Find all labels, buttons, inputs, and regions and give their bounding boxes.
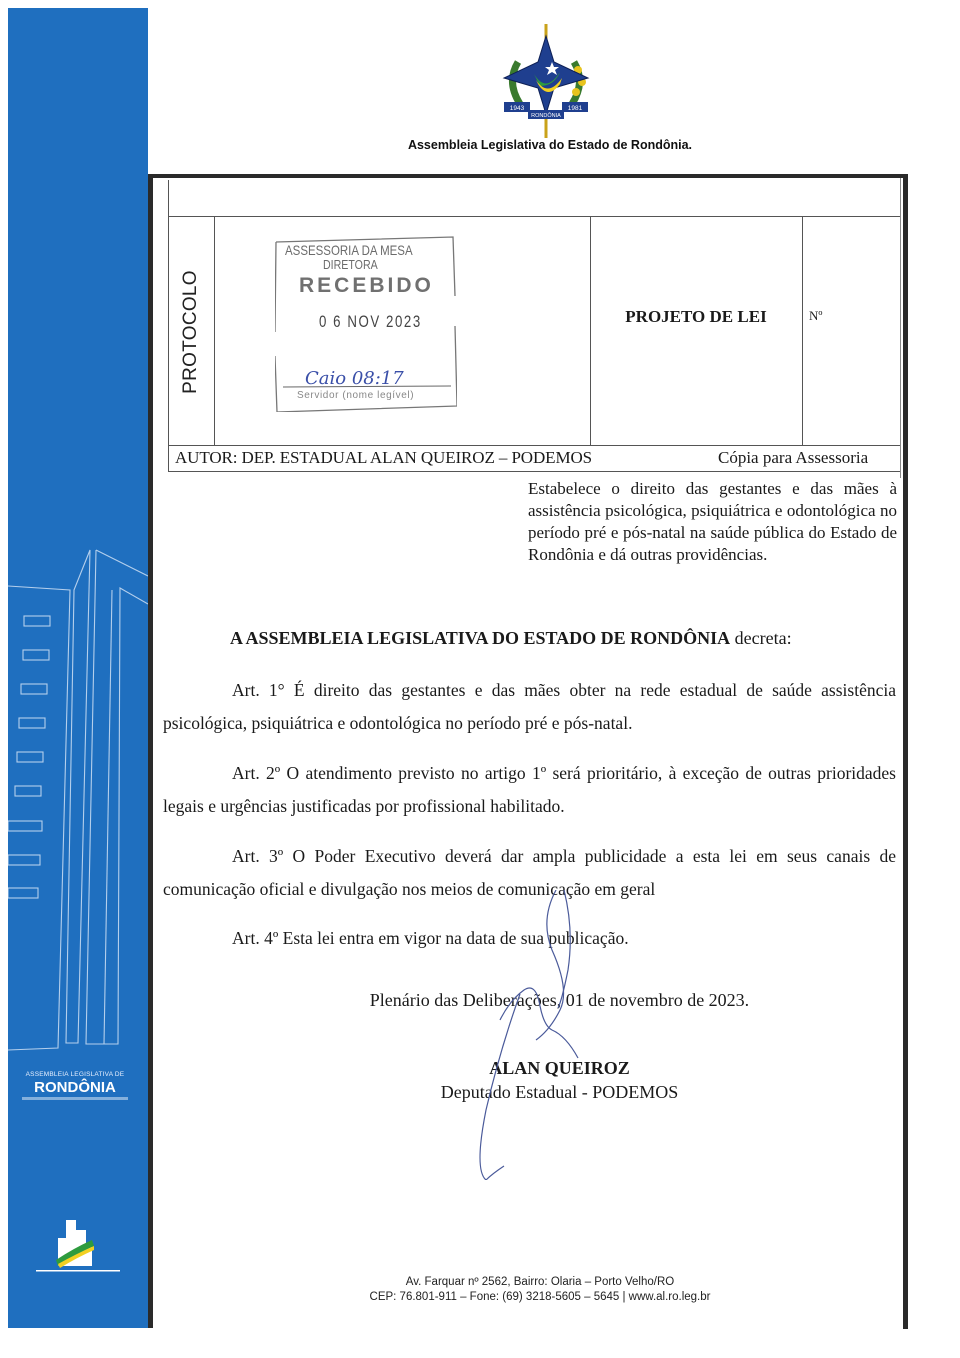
footer-address: Av. Farquar nº 2562, Bairro: Olaria – Porto Velho/RO (405, 1276, 675, 1288)
band-border-line (148, 175, 153, 1328)
signatory-role: Deputado Estadual - PODEMOS (440, 1082, 679, 1102)
copy-note: Cópia para Assessoria (718, 448, 869, 467)
stamp-line-2: DIRETORA (323, 258, 378, 272)
crest-year-right: 1981 (567, 105, 583, 112)
table-col-divider (214, 216, 215, 445)
article-1 (163, 674, 896, 740)
stamp-handwritten-note: Caio 08:17 (305, 368, 404, 389)
ementa (528, 478, 897, 566)
signatory-name: ALAN QUEIROZ (489, 1058, 630, 1078)
table-col-divider (802, 216, 803, 445)
assembleia-logo-icon (8, 1208, 148, 1318)
band-logo-title: RONDÔNIA (34, 1079, 116, 1096)
article-text: Art. 2º O atendimento previsto no artigo 1º será prioritário, à exceção de outras prioridades legais e urgências justificadas por profissional habilitado. (163, 763, 896, 816)
received-stamp (275, 236, 457, 412)
table-border-bottom (168, 471, 900, 472)
protocolo-label (168, 217, 214, 446)
footer-contact: CEP: 76.801-911 – Fone: (69) 3218-5605 – 5645 | www.al.ro.leg.br (369, 1291, 711, 1303)
stamp-date: 0 6 NOV 2023 (319, 312, 422, 331)
crest-year-left: 1943 (509, 105, 525, 112)
article-text: Art. 1° É direito das gestantes e das mães obter na rede estadual de saúde assistência psicológica, psiquiátrica e odontológica no período pré e pós-natal. (163, 680, 896, 733)
article-2 (163, 757, 896, 823)
place-and-date: Plenário das Deliberações, 01 de novembro de 2023. (369, 990, 750, 1010)
table-row-divider (168, 445, 900, 446)
enacting-clause-rest: decreta: (730, 628, 792, 648)
band-logo-tagline (22, 1097, 128, 1100)
side-band (8, 8, 148, 1328)
enacting-clause (230, 628, 792, 649)
author-line: AUTOR: DEP. ESTADUAL ALAN QUEIROZ – PODEMOS (175, 448, 592, 467)
frame-right-border (903, 174, 908, 1329)
document-type: PROJETO DE LEI (625, 307, 767, 326)
frame-top-border (148, 174, 907, 178)
crest-ribbon-text: RONDÔNIA (531, 113, 561, 119)
ementa-text: Estabelece o direito das gestantes e das mães à assistência psicológica, psiquiátrica e odontológica no período pré e pós-natal na saúde pública do Estado de Rondônia e dá outras providências. (528, 479, 897, 564)
stamp-line-1: ASSESSORIA DA MESA (285, 242, 413, 258)
building-outline-illustration (8, 538, 148, 1098)
article-text: Art. 4º Esta lei entra em vigor na data de sua publicação. (232, 928, 629, 948)
header-organization: Assembleia Legislativa do Estado de Rondônia. (407, 138, 693, 152)
band-logo-subtitle: ASSEMBLEIA LEGISLATIVA DE (25, 1071, 125, 1078)
coat-of-arms-icon (496, 22, 596, 140)
protocolo-text: PROTOCOLO (180, 269, 201, 394)
handwritten-signature (440, 890, 620, 1180)
stamp-received: RECEBIDO (299, 274, 434, 297)
frame-inner-line (900, 178, 901, 478)
document-number-label: Nº (809, 308, 823, 323)
stamp-caption: Servidor (nome legível) (297, 390, 415, 401)
article-text: Art. 3º O Poder Executivo deverá dar ampla publicidade a esta lei em seus canais de comunicação oficial e divulgação nos meios de comunicação em geral (163, 846, 896, 899)
enacting-clause-bold: A ASSEMBLEIA LEGISLATIVA DO ESTADO DE RONDÔNIA (230, 628, 731, 648)
